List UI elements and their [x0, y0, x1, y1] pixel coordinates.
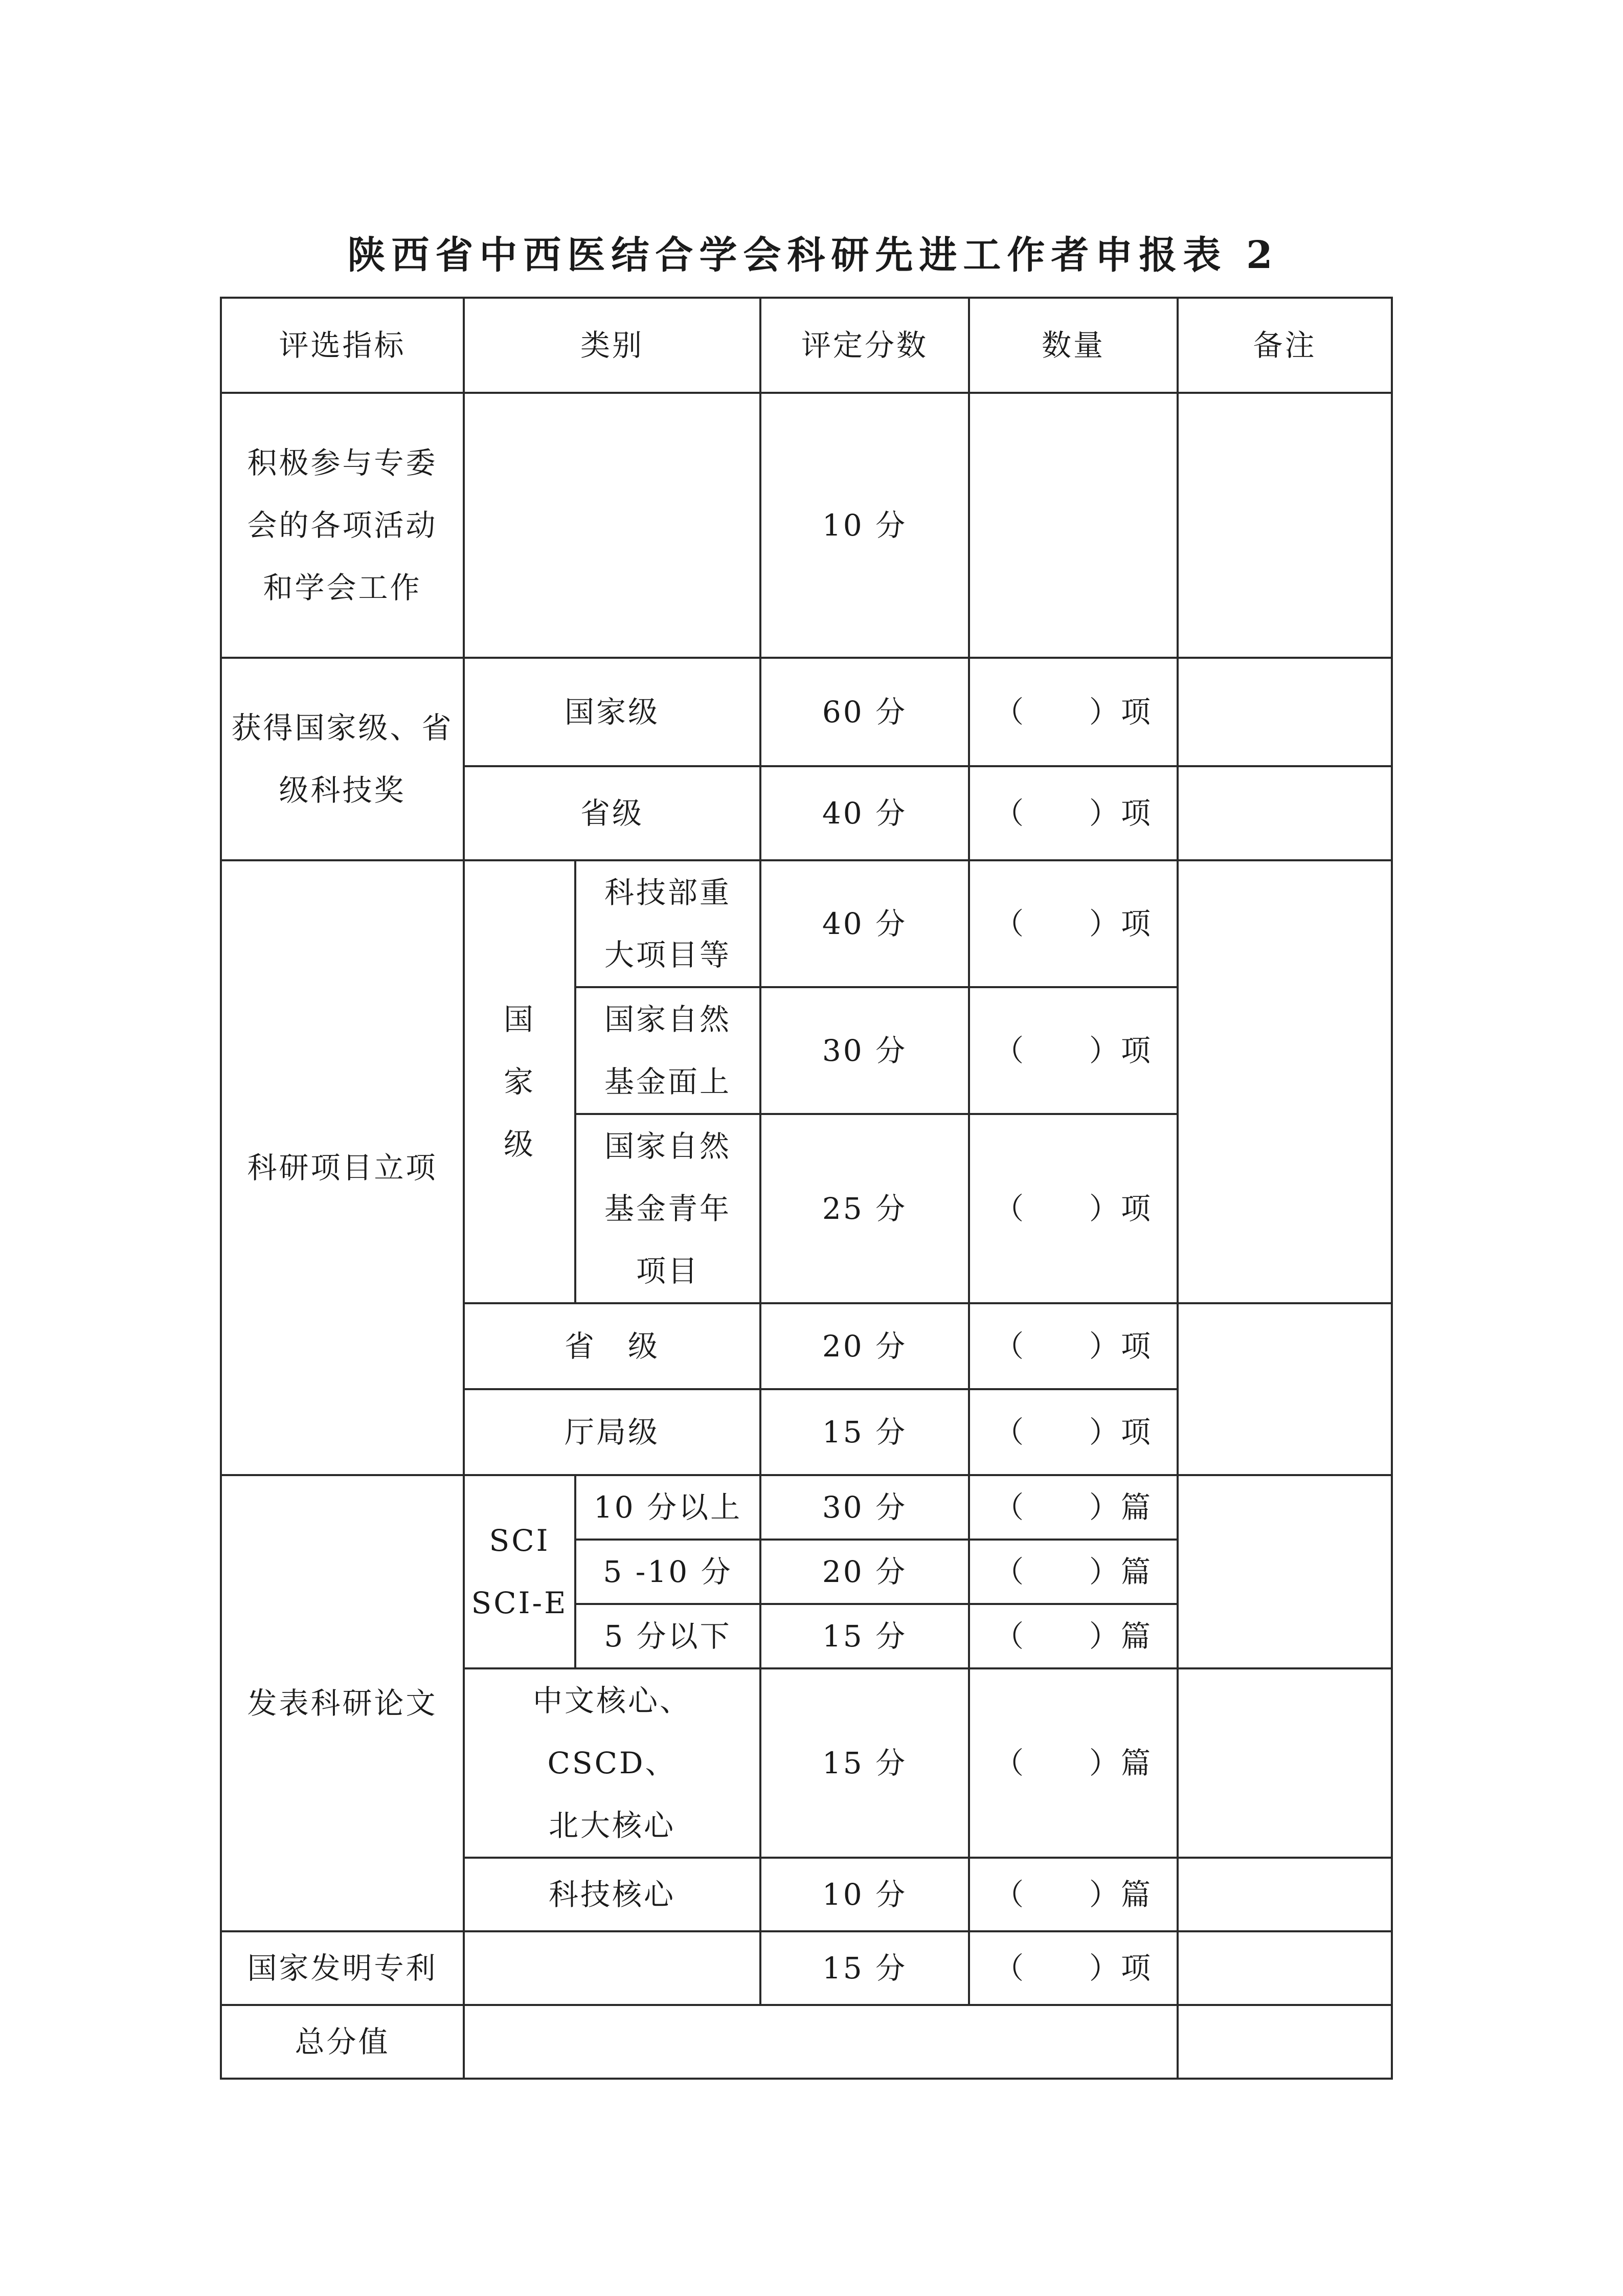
quantity-blank: （ ）项	[994, 1415, 1153, 1450]
papers-quantity[interactable]	[969, 1858, 1178, 1931]
total-value-cell[interactable]	[464, 2005, 1178, 2079]
header-score: 评定分数	[760, 298, 969, 393]
awards-score: 40 分	[760, 766, 969, 860]
sci-label-line: SCI	[489, 1523, 550, 1558]
header-quantity: 数量	[969, 298, 1178, 393]
awards-indicator	[221, 658, 464, 860]
projects-national-label	[464, 860, 575, 1303]
papers-core-remarks-cell[interactable]	[1178, 1858, 1392, 1931]
header-row	[221, 298, 1392, 393]
awards-quantity[interactable]	[969, 658, 1178, 766]
papers-category: 10 分以上	[575, 1475, 760, 1540]
papers-score: 10 分	[760, 1858, 969, 1931]
awards-indicator-line: 级科技奖	[279, 773, 406, 808]
quantity-blank: （ ）项	[994, 1191, 1153, 1226]
projects-national-remarks-cell[interactable]	[1178, 860, 1392, 1303]
papers-core-category: 科技核心	[464, 1858, 760, 1931]
awards-category: 国家级	[464, 658, 760, 766]
projects-quantity[interactable]	[969, 987, 1178, 1114]
activity-category-cell[interactable]	[464, 393, 760, 658]
projects-category	[575, 987, 760, 1114]
projects-row	[221, 860, 1392, 987]
patent-category-cell[interactable]	[464, 1931, 760, 2005]
projects-quantity[interactable]	[969, 1303, 1178, 1389]
quantity-blank: （ ）项	[994, 1033, 1153, 1068]
awards-score: 60 分	[760, 658, 969, 766]
awards-row	[221, 658, 1392, 766]
activity-remarks-cell[interactable]	[1178, 393, 1392, 658]
patent-quantity[interactable]	[969, 1931, 1178, 2005]
projects-category: 省 级	[464, 1303, 760, 1389]
national-label-char: 国	[503, 1002, 535, 1037]
projects-category	[575, 1114, 760, 1303]
projects-score: 20 分	[760, 1303, 969, 1389]
papers-sci-label	[464, 1475, 575, 1668]
papers-quantity[interactable]	[969, 1604, 1178, 1668]
papers-category: 5 分以下	[575, 1604, 760, 1668]
patent-remarks-cell[interactable]	[1178, 1931, 1392, 2005]
projects-category-line: 国家自然	[604, 1129, 732, 1164]
papers-core-remarks-cell[interactable]	[1178, 1668, 1392, 1858]
total-remarks-cell[interactable]	[1178, 2005, 1392, 2079]
quantity-blank: （ ）篇	[994, 1490, 1153, 1525]
papers-category: 5 -10 分	[575, 1540, 760, 1604]
patent-indicator: 国家发明专利	[221, 1931, 464, 2005]
papers-row	[221, 1475, 1392, 1540]
page-title: 陕西省中西医结合学会科研先进工作者申报表 2	[347, 233, 1279, 277]
national-label-char: 级	[503, 1127, 535, 1162]
quantity-blank: （ ）项	[994, 796, 1153, 831]
projects-score: 25 分	[760, 1114, 969, 1303]
projects-quantity[interactable]	[969, 1114, 1178, 1303]
application-form-table	[220, 297, 1393, 2080]
awards-remarks-cell[interactable]	[1178, 658, 1392, 766]
papers-score: 15 分	[760, 1668, 969, 1858]
projects-score: 30 分	[760, 987, 969, 1114]
activity-indicator-line: 积极参与专委	[247, 445, 438, 480]
papers-quantity[interactable]	[969, 1668, 1178, 1858]
projects-category-line: 基金青年	[604, 1191, 732, 1226]
sci-label-line: SCI-E	[471, 1586, 568, 1620]
total-label: 总分值	[221, 2005, 464, 2079]
projects-category-line: 国家自然	[604, 1002, 732, 1037]
awards-remarks-cell[interactable]	[1178, 766, 1392, 860]
projects-category: 厅局级	[464, 1389, 760, 1475]
papers-sci-remarks-cell[interactable]	[1178, 1475, 1392, 1668]
quantity-blank: （ ）篇	[994, 1619, 1153, 1654]
activity-quantity-cell[interactable]	[969, 393, 1178, 658]
patent-score: 15 分	[760, 1931, 969, 2005]
papers-score: 15 分	[760, 1604, 969, 1668]
core-category-line: 北大核心	[549, 1808, 676, 1843]
header-remarks: 备注	[1178, 298, 1392, 393]
projects-category	[575, 860, 760, 987]
awards-category: 省级	[464, 766, 760, 860]
core-category-line: 中文核心、CSCD、	[533, 1683, 692, 1780]
projects-category-line: 基金面上	[604, 1064, 732, 1099]
quantity-blank: （ ）项	[994, 695, 1153, 729]
activity-indicator-line: 会的各项活动	[247, 508, 438, 543]
patent-row	[221, 1931, 1392, 2005]
papers-score: 20 分	[760, 1540, 969, 1604]
quantity-blank: （ ）篇	[994, 1554, 1153, 1589]
projects-quantity[interactable]	[969, 1389, 1178, 1475]
quantity-blank: （ ）项	[994, 1951, 1153, 1986]
quantity-blank: （ ）项	[994, 1329, 1153, 1364]
projects-indicator: 科研项目立项	[221, 860, 464, 1475]
activity-row	[221, 393, 1392, 658]
projects-category-line: 大项目等	[604, 938, 732, 972]
header-indicator: 评选指标	[221, 298, 464, 393]
activity-indicator	[221, 393, 464, 658]
activity-indicator-line: 和学会工作	[263, 570, 422, 605]
papers-quantity[interactable]	[969, 1475, 1178, 1540]
total-row	[221, 2005, 1392, 2079]
projects-other-remarks-cell[interactable]	[1178, 1303, 1392, 1475]
header-category: 类别	[464, 298, 760, 393]
projects-category-line: 项目	[636, 1254, 700, 1288]
papers-indicator: 发表科研论文	[221, 1475, 464, 1931]
quantity-blank: （ ）篇	[994, 1746, 1153, 1780]
awards-indicator-line: 获得国家级、省	[231, 710, 454, 745]
quantity-blank: （ ）篇	[994, 1877, 1153, 1912]
papers-core-category	[464, 1668, 760, 1858]
papers-score: 30 分	[760, 1475, 969, 1540]
projects-score: 15 分	[760, 1389, 969, 1475]
projects-category-line: 科技部重	[604, 875, 732, 910]
papers-quantity[interactable]	[969, 1540, 1178, 1604]
awards-quantity[interactable]	[969, 766, 1178, 860]
national-label-char: 家	[503, 1064, 535, 1099]
projects-score: 40 分	[760, 860, 969, 987]
activity-score: 10 分	[760, 393, 969, 658]
quantity-blank: （ ）项	[994, 906, 1153, 941]
projects-quantity[interactable]	[969, 860, 1178, 987]
